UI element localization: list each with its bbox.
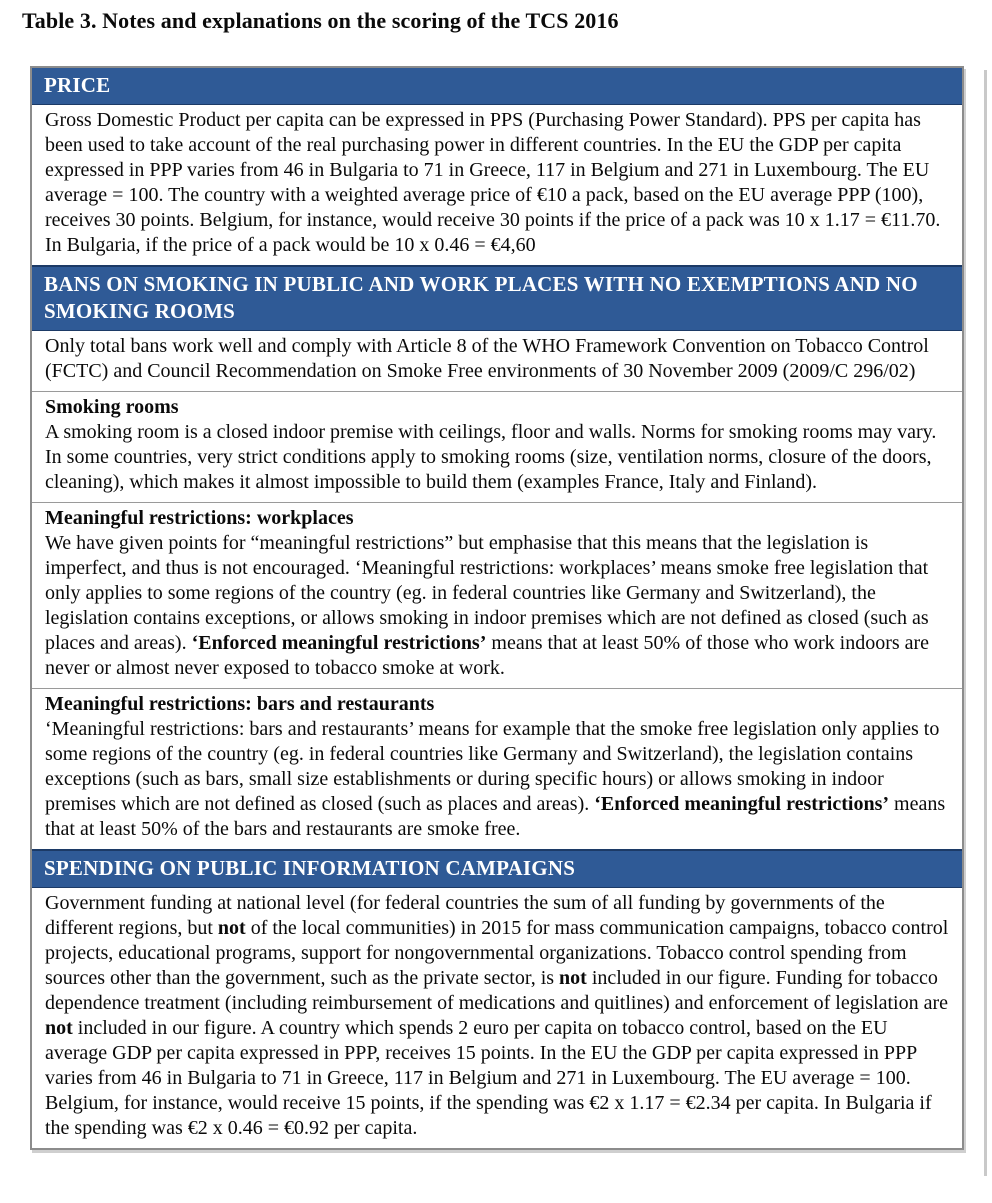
- subsection-title-smoking-rooms: Smoking rooms: [45, 396, 179, 418]
- subsection-title-bars-restaurants: Meaningful restrictions: bars and restaurants: [45, 693, 435, 715]
- paragraph-runs: We have given points for “meaningful restrictions” but emphasise that this means that the legislation is imperfect, and thus is not encouraged. ‘Meaningful restrictions: workplaces’ means smoke free legislation that only applies to some regions of the country (eg. in federal countries like Germany and Switzerland), the legislation contains exceptions, or allows smoking in indoor premises which are not defined as closed (such as places and areas). ‘Enforced meaningful restrictions’ means that at least 50% of those who work indoors are never or almost never exposed to tobacco smoke at work.: [45, 532, 930, 679]
- paragraph-runs: Gross Domestic Product per capita can be expressed in PPS (Purchasing Power Standard). PPS per capita has been used to take account of the real purchasing power in different countries. In the EU the GDP per capita expressed in PPP varies from 46 in Bulgaria to 71 in Greece, 117 in Belgium and 271 in Luxembourg. The EU average = 100. The country with a weighted average price of €10 a pack, based on the EU average PPP (100), receives 30 points. Belgium, for instance, would receive 30 points if the price of a pack was 10 x 1.17 = €11.70. In Bulgaria, if the price of a pack would be 10 x 0.46 = €4,60: [45, 109, 941, 256]
- table-caption: Table 3. Notes and explanations on the scoring of the TCS 2016: [22, 8, 619, 33]
- section-body-smoking-rooms: [32, 391, 962, 502]
- paragraph-runs: ‘Meaningful restrictions: bars and restaurants’ means for example that the smoke free legislation only applies to some regions of the country (eg. in federal countries like Germany and Switzerland), the legislation contains exceptions (such as bars, small size establishments or during specific hours) or allows smoking in indoor premises which are not defined as closed (such as places and areas). ‘Enforced meaningful restrictions’ means that at least 50% of the bars and restaurants are smoke free.: [45, 718, 946, 840]
- paragraph-runs: Only total bans work well and comply with Article 8 of the WHO Framework Convention on Tobacco Control (FCTC) and Council Recommendation on Smoke Free environments of 30 November 2009 (2009/C 296/02): [45, 335, 929, 382]
- paragraph-runs: Government funding at national level (for federal countries the sum of all funding by governments of the different regions, but not of the local communities) in 2015 for mass communication campaigns, tobacco control projects, educational programs, support for nongovernmental organizations. Tobacco control spending from sources other than the government, such as the private sector, is not included in our figure. Funding for tobacco dependence treatment (including reimbursement of medications and quitlines) and enforcement of legislation are not included in our figure. A country which spends 2 euro per capita on tobacco control, based on the EU average GDP per capita expressed in PPP, receives 15 points. In the EU the GDP per capita expressed in PPP varies from 46 in Bulgaria to 71 in Greece, 117 in Belgium and 271 in Luxembourg. The EU average = 100. Belgium, for instance, would receive 15 points, if the spending was €2 x 1.17 = €2.34 per capita. In Bulgaria if the spending was €2 x 0.46 = €0.92 per capita.: [45, 892, 949, 1139]
- section-header-label: BANS ON SMOKING IN PUBLIC AND WORK PLACES WITH NO EXEMPTIONS AND NO SMOKING ROOMS: [44, 272, 918, 323]
- section-header-label: PRICE: [44, 73, 111, 97]
- section-body-meaningful-workplaces: [32, 502, 962, 688]
- paragraph-text: [45, 334, 952, 384]
- page-edge-shadow: [984, 70, 987, 1176]
- section-header-price: [32, 68, 962, 105]
- section-header-spending: [32, 849, 962, 888]
- section-body-spending: [32, 888, 962, 1148]
- section-header-label: SPENDING ON PUBLIC INFORMATION CAMPAIGNS: [44, 856, 576, 880]
- paragraph-text: [45, 108, 952, 258]
- section-body-price: [32, 105, 962, 265]
- paragraph-runs: A smoking room is a closed indoor premise with ceilings, floor and walls. Norms for smoking rooms may vary. In some countries, very strict conditions apply to smoking rooms (size, ventilation norms, closure of the doors, cleaning), which makes it almost impossible to build them (examples France, Italy and Finland).: [45, 421, 937, 493]
- section-body-bans-note: [32, 331, 962, 391]
- paragraph-text: [45, 692, 952, 842]
- notes-table: [30, 66, 964, 1150]
- paragraph-text: [45, 395, 952, 495]
- paragraph-text: [45, 891, 952, 1141]
- paragraph-text: [45, 506, 952, 681]
- section-body-meaningful-bars: [32, 688, 962, 849]
- subsection-title-workplaces: Meaningful restrictions: workplaces: [45, 507, 354, 529]
- section-header-bans: [32, 265, 962, 331]
